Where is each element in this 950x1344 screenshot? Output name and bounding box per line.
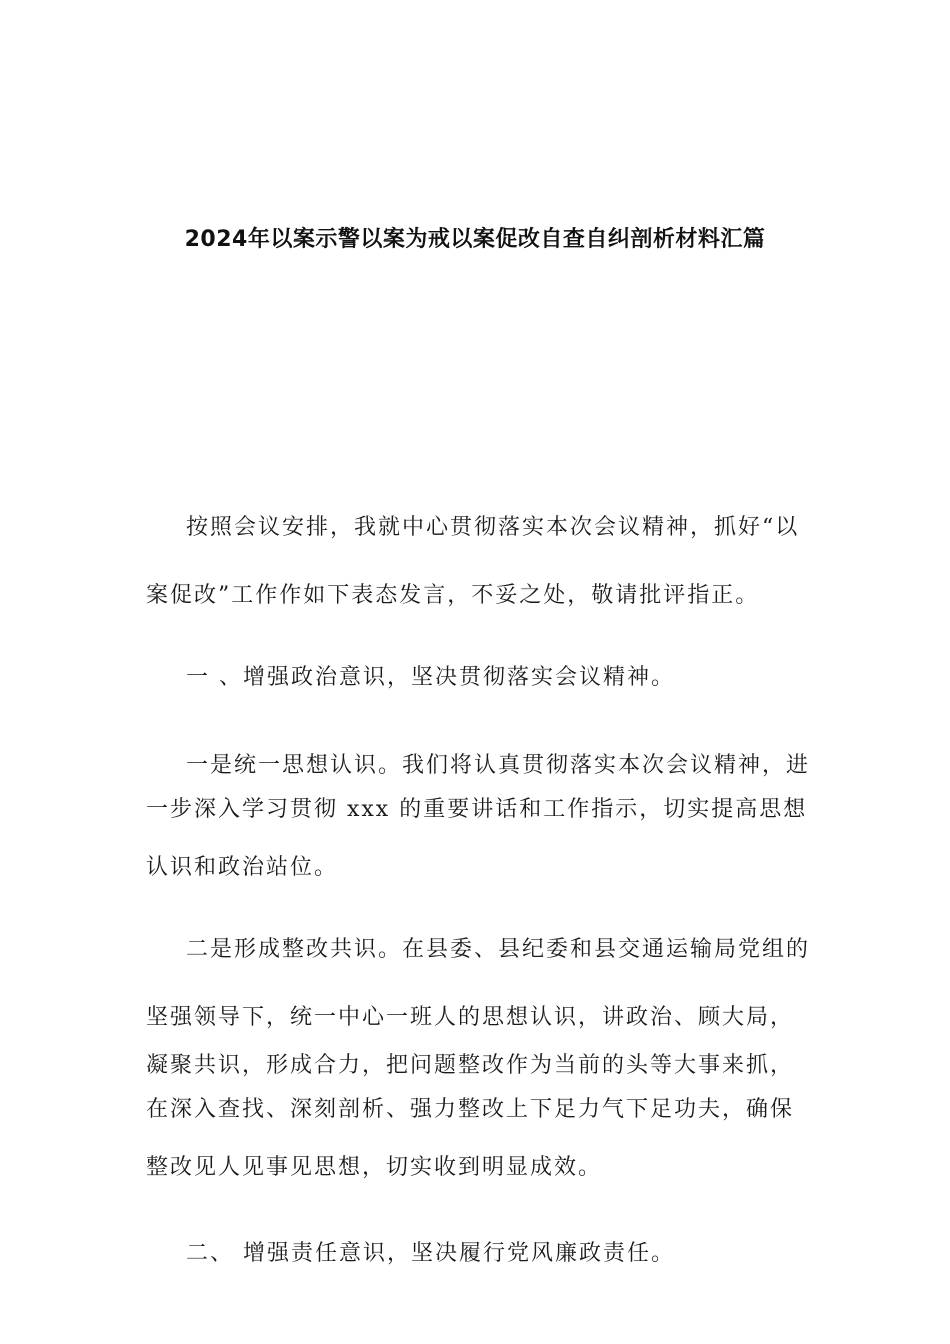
paragraph-line: 按照会议安排，我就中心贯彻落实本次会议精神，抓好“以 — [186, 515, 800, 540]
paragraph-line: 整改见人见事见思想，切实收到明显成效。 — [146, 1155, 603, 1180]
document-title: 2024年以案示警以案为戒以案促改自查自纠剖析材料汇篇 — [184, 227, 766, 252]
section-heading: 二、 增强责任意识，坚决履行党风廉政责任。 — [186, 1241, 675, 1266]
paragraph-line: 坚强领导下，统一中心一班人的思想认识，讲政治、顾大局， — [146, 1005, 795, 1030]
paragraph-line: 一是统一思想认识。我们将认真贯彻落实本次会议精神，进 — [186, 753, 811, 778]
paragraph-line: 二是形成整改共识。在县委、县纪委和县交通运输局党组的 — [186, 937, 811, 962]
paragraph-line: 认识和政治站位。 — [146, 855, 339, 880]
section-heading: 一 、增强政治意识，坚决贯彻落实会议精神。 — [186, 665, 675, 690]
paragraph-line: 一步深入学习贯彻 xxx 的重要讲话和工作指示，切实提高思想 — [146, 797, 808, 822]
paragraph-line: 案促改”工作作如下表态发言，不妥之处，敬请批评指正。 — [146, 583, 760, 608]
paragraph-line: 凝聚共识，形成合力，把问题整改作为当前的头等大事来抓， — [146, 1053, 795, 1078]
paragraph-line: 在深入查找、深刻剖析、强力整改上下足力气下足功夫，确保 — [146, 1097, 795, 1122]
